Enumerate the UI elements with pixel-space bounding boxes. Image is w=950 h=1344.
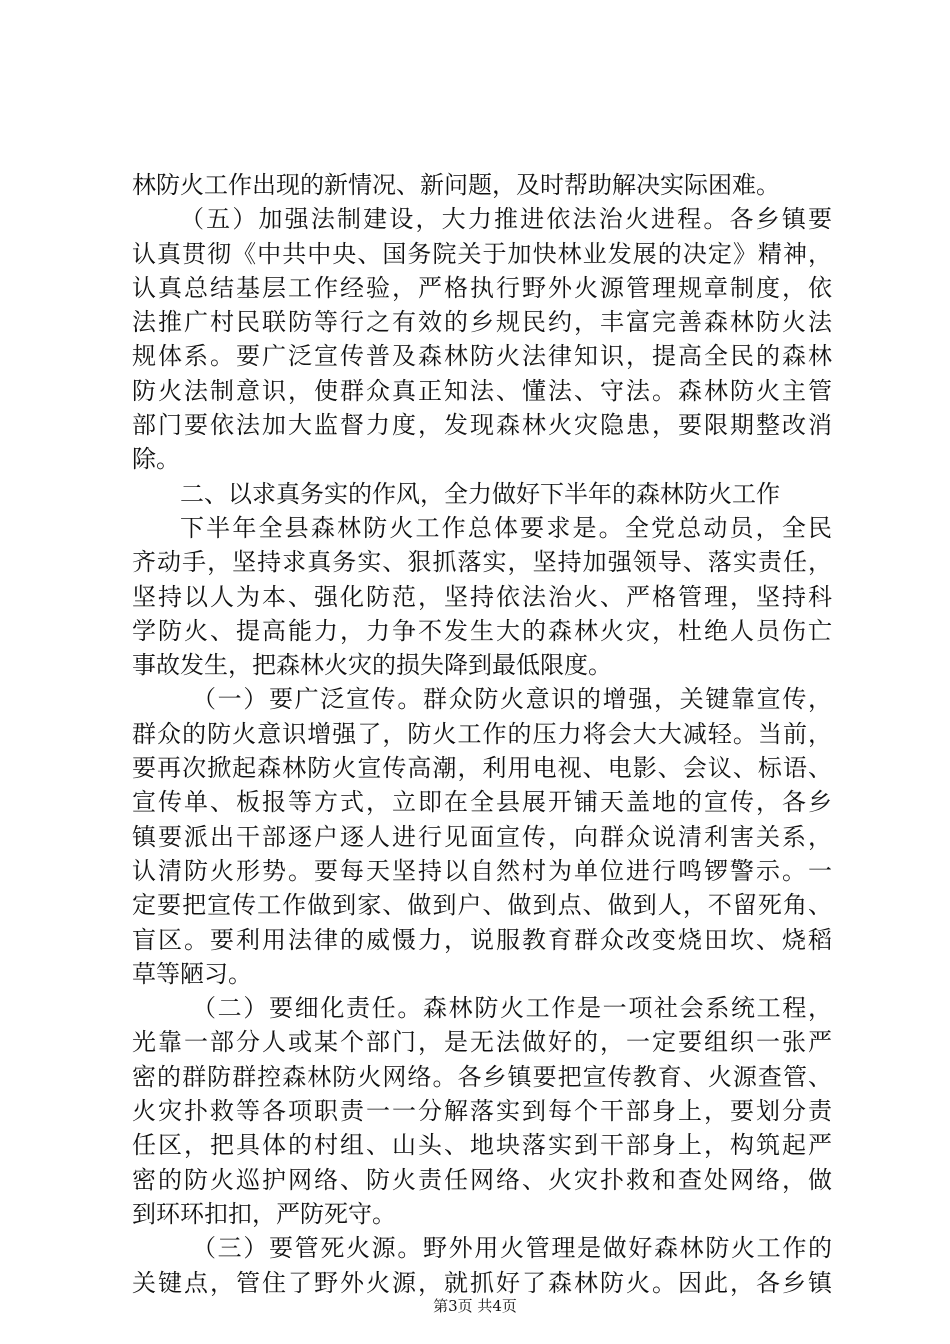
paragraph-line: 火灾扑救等各项职责一一分解落实到每个干部身上，要划分责 (132, 1097, 832, 1126)
section-heading: 二、以求真务实的作风，全力做好下半年的森林防火工作 (180, 479, 780, 508)
paragraph-line: 齐动手，坚持求真务实、狠抓落实，坚持加强领导、落实责任， (132, 548, 832, 577)
paragraph-line: 坚持以人为本、强化防范，坚持依法治火、严格管理，坚持科 (132, 582, 832, 611)
paragraph-line: 防火法制意识，使群众真正知法、懂法、守法。森林防火主管 (132, 376, 832, 405)
paragraph-line: 部门要依法加大监督力度，发现森林火灾隐患，要限期整改消 (132, 411, 832, 440)
paragraph-line: 除。 (132, 445, 180, 474)
paragraph-line: 下半年全县森林防火工作总体要求是。全党总动员，全民 (180, 513, 832, 542)
paragraph-line: 要再次掀起森林防火宣传高潮，利用电视、电影、会议、标语、 (132, 754, 832, 783)
paragraph-line: 事故发生，把森林火灾的损失降到最低限度。 (132, 651, 612, 680)
paragraph-line: 到环环扣扣，严防死守。 (132, 1199, 396, 1228)
paragraph-line: 盲区。要利用法律的威慑力，说服教育群众改变烧田坎、烧稻 (132, 925, 832, 954)
paragraph-line: 关键点，管住了野外火源，就抓好了森林防火。因此，各乡镇 (132, 1268, 832, 1297)
paragraph-line: （一）要广泛宣传。群众防火意识的增强，关键靠宣传， (192, 685, 832, 714)
paragraph-line: 学防火、提高能力，力争不发生大的森林火灾，杜绝人员伤亡 (132, 616, 832, 645)
paragraph-line: 任区，把具体的村组、山头、地块落实到干部身上，构筑起严 (132, 1131, 832, 1160)
paragraph-line: 宣传单、板报等方式，立即在全县展开铺天盖地的宣传，各乡 (132, 788, 832, 817)
paragraph-line: （五）加强法制建设，大力推进依法治火进程。各乡镇要 (180, 205, 832, 234)
paragraph-line: 草等陋习。 (132, 959, 252, 988)
paragraph-line: 规体系。要广泛宣传普及森林防火法律知识，提高全民的森林 (132, 342, 832, 371)
paragraph-line: （三）要管死火源。野外用火管理是做好森林防火工作的 (192, 1234, 832, 1263)
paragraph-line: 认清防火形势。要每天坚持以自然村为单位进行鸣锣警示。一 (132, 856, 832, 885)
paragraph-line: 认真总结基层工作经验，严格执行野外火源管理规章制度，依 (132, 273, 832, 302)
document-body (132, 168, 832, 1300)
paragraph-line: 定要把宣传工作做到家、做到户、做到点、做到人，不留死角、 (132, 891, 832, 920)
paragraph-line: （二）要细化责任。森林防火工作是一项社会系统工程， (192, 994, 832, 1023)
paragraph-line: 密的防火巡护网络、防火责任网络、火灾扑救和查处网络，做 (132, 1165, 832, 1194)
paragraph-line: 群众的防火意识增强了，防火工作的压力将会大大减轻。当前， (132, 719, 832, 748)
paragraph-line: 认真贯彻《中共中央、国务院关于加快林业发展的决定》精神， (132, 239, 832, 268)
paragraph-line: 密的群防群控森林防火网络。各乡镇要把宣传教育、火源查管、 (132, 1062, 832, 1091)
paragraph-line: 镇要派出干部逐户逐人进行见面宣传，向群众说清利害关系， (132, 822, 832, 851)
paragraph-line: 林防火工作出现的新情况、新问题，及时帮助解决实际困难。 (132, 171, 780, 199)
paragraph-line: 法推广村民联防等行之有效的乡规民约，丰富完善森林防火法 (132, 308, 832, 337)
paragraph-line: 光靠一部分人或某个部门，是无法做好的，一定要组织一张严 (132, 1028, 832, 1057)
page-number-footer: 第3页 共4页 (433, 1297, 517, 1315)
